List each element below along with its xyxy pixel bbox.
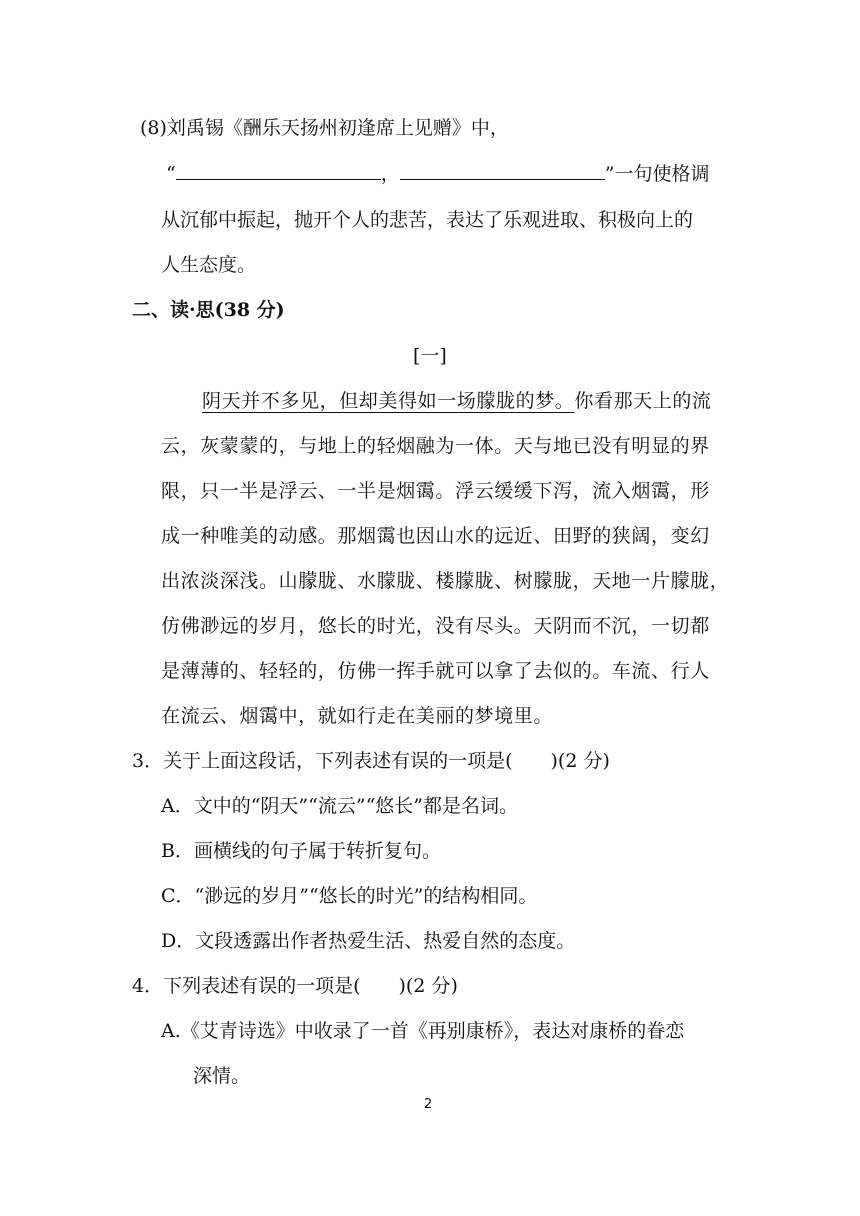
passage-line-5-text: 出浓淡深浅。山朦胧、水朦胧、楼朦胧、树朦胧，天地一片朦胧， bbox=[161, 570, 730, 592]
option-a-text: A．文中的“阴天”“流云”“悠长”都是名词。 bbox=[161, 795, 519, 817]
passage-line-7 bbox=[161, 659, 710, 683]
question-4-stem-text: 4．下列表述有误的一项是( )(2 分) bbox=[132, 975, 458, 997]
underlined-sentence: 阴天并不多见，但却美得如一场朦胧的梦。 bbox=[202, 390, 575, 412]
option-c-text: C．“渺远的岁月”“悠长的时光”的结构相同。 bbox=[161, 885, 538, 907]
open-quote: “ bbox=[166, 163, 176, 185]
q8-line-3 bbox=[161, 208, 693, 232]
question-3-option-c[interactable] bbox=[161, 884, 537, 908]
question-3-option-b[interactable] bbox=[161, 839, 441, 863]
q8-fill-line bbox=[166, 162, 709, 186]
passage-line-2 bbox=[161, 434, 710, 458]
section-heading bbox=[132, 298, 285, 322]
passage-line-2-text: 云，灰蒙蒙的，与地上的轻烟融为一体。天与地已没有明显的界 bbox=[161, 435, 710, 457]
question-3-option-d[interactable] bbox=[161, 929, 575, 953]
question-4-stem bbox=[132, 974, 458, 998]
page-number: 2 bbox=[424, 1097, 433, 1112]
comma: ， bbox=[380, 163, 400, 185]
passage-line-1 bbox=[202, 389, 712, 413]
q8-line-4 bbox=[161, 253, 256, 277]
passage-line-7-text: 是薄薄的、轻轻的，仿佛一挥手就可以拿了去似的。车流、行人 bbox=[161, 660, 710, 682]
passage-line-6-text: 仿佛渺远的岁月，悠长的时光，没有尽头。天阴而不沉，一切都 bbox=[161, 615, 710, 637]
option-d-text: D．文段透露出作者热爱生活、热爱自然的态度。 bbox=[161, 930, 576, 952]
q4-option-a-line-1: A.《艾青诗选》中收录了一首《再别康桥》，表达对康桥的眷恋 bbox=[161, 1020, 685, 1042]
q8-line-1 bbox=[140, 116, 509, 140]
passage-line-3 bbox=[161, 479, 710, 503]
question-3-stem bbox=[132, 749, 610, 773]
q8-line-3-text: 从沉郁中振起，抛开个人的悲苦，表达了乐观进取、积极向上的 bbox=[161, 209, 694, 231]
question-3-option-a[interactable] bbox=[161, 794, 518, 818]
option-b-text: B．画横线的句子属于转折复句。 bbox=[161, 840, 441, 862]
question-4-option-a[interactable] bbox=[161, 1019, 684, 1043]
fill-blank-1[interactable] bbox=[176, 163, 381, 180]
passage-line-5 bbox=[161, 569, 729, 593]
q8-line-4-text: 人生态度。 bbox=[161, 254, 257, 276]
passage-line-4 bbox=[161, 524, 710, 548]
q4-option-a-line-2: 深情。 bbox=[193, 1065, 251, 1087]
fill-blank-2[interactable] bbox=[400, 163, 605, 180]
q8-line-1-text: (8)刘禹锡《酬乐天扬州初逢席上见赠》中， bbox=[140, 117, 509, 139]
passage-line-4-text: 成一种唯美的动感。那烟霭也因山水的远近、田野的狭阔，变幻 bbox=[161, 525, 710, 547]
q8-close-text: ”一句使格调 bbox=[604, 163, 710, 185]
passage-line-8 bbox=[161, 704, 553, 728]
question-4-option-a-cont[interactable] bbox=[193, 1064, 250, 1088]
question-3-stem-text: 3．关于上面这段话，下列表述有误的一项是( )(2 分) bbox=[132, 750, 610, 772]
passage-line-6 bbox=[161, 614, 710, 638]
section-heading-text: 二、读·思(38 分) bbox=[132, 299, 285, 321]
passage-line-8-text: 在流云、烟霭中，就如行走在美丽的梦境里。 bbox=[161, 705, 554, 727]
passage-line-1-rest: 你看那天上的流 bbox=[574, 390, 712, 412]
passage-line-3-text: 限，只一半是浮云、一半是烟霭。浮云缓缓下泻，流入烟霭，形 bbox=[161, 480, 710, 502]
part-title bbox=[413, 344, 447, 368]
part-title-text: [一] bbox=[413, 345, 447, 367]
